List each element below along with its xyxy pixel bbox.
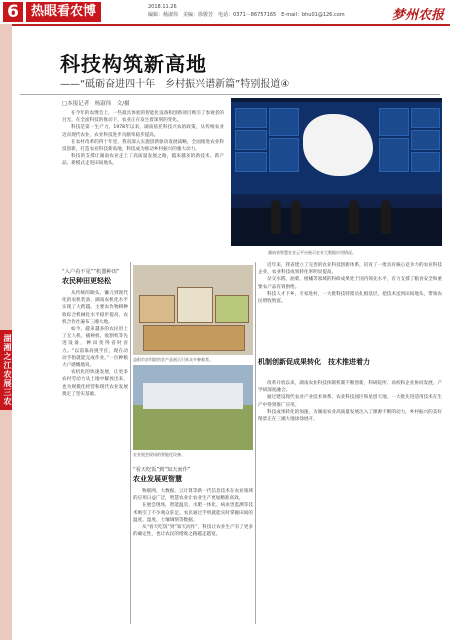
right-text (258, 262, 442, 352)
paragraph: 从“看天吃饭”到“知天而作”，科技让农业生产有了更多的确定性，也让农民的增收之路越走越宽。 (133, 525, 253, 538)
paragraph: 在今年的农博会上，一些最具体验的智能化设备和创新项目吸引了参观者的目光，在全面科技的推动下，农业正在发生着深刻的变化。 (62, 111, 224, 124)
smart-agriculture-photo (231, 98, 442, 246)
paragraph: 通过建设现代农业产业技术体系、农业科技园区和星创天地，一大批先进适用技术在生产中得到推广应用。 (258, 395, 442, 408)
page-header (0, 0, 450, 26)
column-rule (130, 262, 131, 624)
phone: 电话：0371－86757165 (218, 12, 277, 18)
title-divider (20, 94, 440, 95)
email: E-mail：bhu01@126.com (281, 12, 345, 18)
paragraph: 近年来，我省建立了完善的农业科技创新体系，培育了一批具有核心竞争力的农业科技企业，农业科技成果转化率明显提高。 (258, 263, 442, 276)
article-subtitle: ——“砥砺奋进四十年 乡村振兴谱新篇”特别报道④ (60, 79, 290, 90)
newspaper-logo: 梦州农报 (391, 8, 444, 23)
section-heading: 机制创新促成果转化 技术推进着力 (258, 358, 370, 366)
column-rule (255, 262, 256, 624)
header-meta (148, 3, 345, 19)
editor-credit: 编辑：杨淑伟 (148, 12, 179, 18)
paragraph: 在农村改革的四十年里，我省深入实施创新驱动发展战略，全面推进农业科技创新，打造农业科技新高地，科技成为推动乡村振兴的强大动力。 (62, 139, 224, 153)
produce-display-photo (133, 265, 253, 355)
article-title: 科技构筑新高地 (60, 52, 207, 76)
exhibition-photo (133, 365, 253, 450)
section-kicker: “看天吃饭”到“知天而作” (133, 467, 191, 473)
paragraph: 科技是第一生产力。1978年以来，湖南依托科技兴农的政策，从传统农业迈向现代农业，农业科技进步贡献率稳步提高。 (62, 125, 224, 138)
paragraph: 在展会现场，智能温室、水肥一体化、病虫害监测等技术吸引了不少观众驻足。农民通过手机就能实时掌握田间的温度、湿度、土壤墒情等数据。 (133, 503, 253, 523)
intro-text (62, 110, 224, 258)
paragraph: 科技人才下乡，专家进村，一大批科技特派员扎根基层，把技术送到田间地头，带领农民增收致富。 (258, 291, 442, 305)
paragraph: 物联网、大数据、云计算等新一代信息技术在农业领域的应用日益广泛，智慧农业让农业生产更加精准高效。 (133, 489, 253, 502)
section-title: 农民种田更轻松 (62, 277, 111, 285)
paragraph: 如今，越来越多的农民用上了无人机、插秧机、收割机等先进设备，种田变得省时省力。“以前靠肩挑手扛，现在动动手指就能完成作业。”一位种粮大户感慨地说。 (62, 327, 128, 369)
map-graphic (303, 114, 373, 176)
byline: □本报记者 杨淑伟 文/摄 (62, 101, 130, 107)
paragraph: 科技的支撑让湖南农业走上了高质量发展之路，越来越多的新技术、新产品、新模式走进田间地头。 (62, 154, 224, 167)
paragraph: 杂交水稻、油菜、柑橘等领域的科研成果处于国内领先水平，有力支撑了粮食安全和重要农产品有效供给。 (258, 277, 442, 290)
section-heading (133, 466, 253, 484)
section-heading (62, 268, 130, 286)
display-wall (231, 102, 442, 194)
page-number: 6 (3, 2, 23, 22)
issue-date: 2018.11.26 (148, 4, 177, 10)
side-label: 湖湘之江农展三农 (0, 330, 12, 410)
section-title: 热眼看农博 (26, 2, 101, 22)
section-kicker: “入户看不见”“机器种田” (62, 269, 120, 275)
section1-text (62, 290, 128, 622)
photo2-caption: 益阳市农科院的农产品展示引来众多参观者。 (133, 357, 213, 362)
paragraph: 农机化的快速发展，让更多农村劳动力从土地中解放出来，也为规模化经营和现代农业发展奠定了坚实基础。 (62, 370, 128, 397)
section-title: 农业发展更智慧 (133, 475, 182, 483)
map-caption: 湖南省智慧农业云平台展示农业大数据应用情况。 (268, 250, 356, 255)
paragraph: 改革开放以来，湖南农业科技体制机制不断创新，科研院所、高校和企业协同发展，产学研深度融合。 (258, 381, 442, 394)
photo3-caption: 农业展会现场的智能化设备。 (133, 452, 185, 457)
paragraph: 科技成果转化的加速，为湖南农业高质量发展注入了源源不断的动力，乡村振兴的美好图景正在三湘大地徐徐展开。 (258, 409, 442, 423)
paragraph: 从传统的锄头、镰刀到现代化的农机装备，湖南农机化水平实现了大跨越。主要农作物耕种收综合机械化水平稳步提高，农机合作社遍布三湘大地。 (62, 291, 128, 325)
section2-text (133, 488, 253, 624)
design-credit: 美编：徐骏芳 (183, 12, 214, 18)
section3-text (258, 380, 442, 624)
